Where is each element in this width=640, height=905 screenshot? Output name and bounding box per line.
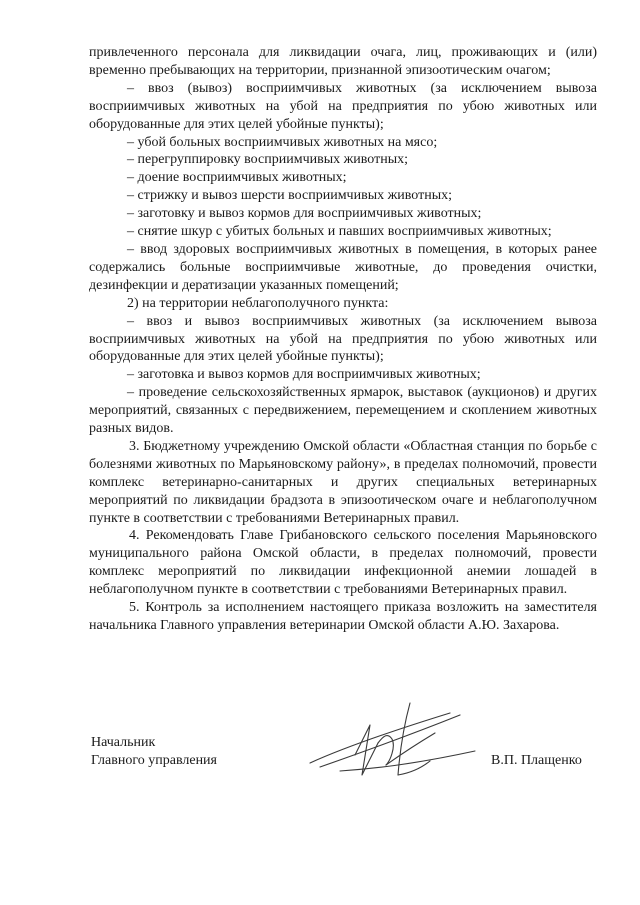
position-line-2: Главного управления — [91, 753, 217, 768]
paragraph: 4. Рекомендовать Главе Грибановского сельского поселения Марьяновского муниципального района Омской области, в пределах полномочий, провести комплекс мероприятий по ликвидации инфекционной анемии лошадей в неблагополучном пункте в соответствии с требованиями Ветеринарных правил. — [89, 528, 597, 598]
paragraph: 2) на территории неблагополучного пункта: — [127, 295, 389, 311]
paragraph: 5. Контроль за исполнением настоящего приказа возложить на заместителя начальника Главного управления ветеринарии Омской области А.Ю. Захарова. — [89, 600, 597, 633]
paragraph: 3. Бюджетному учреждению Омской области «Областная станция по борьбе с болезнями животных по Марьяновскому району», в пределах полномочий, провести комплекс ветеринарно-санитарных и других специальных ветеринарных мероприятий по ликвидации брадзота в эпизоотическом очаге и неблагополучном пункте в соответствии с требованиями Ветеринарных правил. — [89, 438, 597, 526]
paragraph: – ввод здоровых восприимчивых животных в помещения, в которых ранее содержались больные восприимчивые животные, до проведения очистки, дезинфекции и дератизации указанных помещений; — [89, 241, 597, 293]
order-body-text — [89, 44, 597, 635]
paragraph: – перегруппировку восприимчивых животных; — [127, 152, 409, 168]
signatory-position — [91, 734, 217, 770]
paragraph: – заготовку и вывоз кормов для восприимчивых животных; — [127, 206, 482, 222]
paragraph: – убой больных восприимчивых животных на мясо; — [127, 134, 438, 150]
position-line-1: Начальник — [91, 735, 156, 750]
signatory-name: В.П. Плащенко — [491, 753, 582, 768]
paragraph: – стрижку и вывоз шерсти восприимчивых животных; — [127, 188, 453, 204]
handwritten-signature — [300, 695, 490, 790]
paragraph: – доение восприимчивых животных; — [127, 170, 347, 186]
paragraph: – проведение сельскохозяйственных ярмарок, выставок (аукционов) и других мероприятий, связанных с передвижением, перемещением и скоплением животных разных видов. — [89, 385, 597, 437]
paragraph: – заготовка и вывоз кормов для восприимчивых животных; — [127, 367, 481, 383]
paragraph: – ввоз (вывоз) восприимчивых животных (за исключением вывоза восприимчивых животных на убой на предприятия по убою животных или оборудованные для этих целей убойные пункты); — [89, 80, 597, 132]
paragraph: привлеченного персонала для ликвидации очага, лиц, проживающих и (или) временно пребывающих на территории, признанной эпизоотическим очагом; — [89, 45, 597, 78]
paragraph: – ввоз и вывоз восприимчивых животных (за исключением вывоза восприимчивых животных на убой на предприятия по убою животных или оборудованные для этих целей убойные пункты); — [89, 313, 597, 365]
paragraph: – снятие шкур с убитых больных и павших восприимчивых животных; — [127, 224, 552, 240]
